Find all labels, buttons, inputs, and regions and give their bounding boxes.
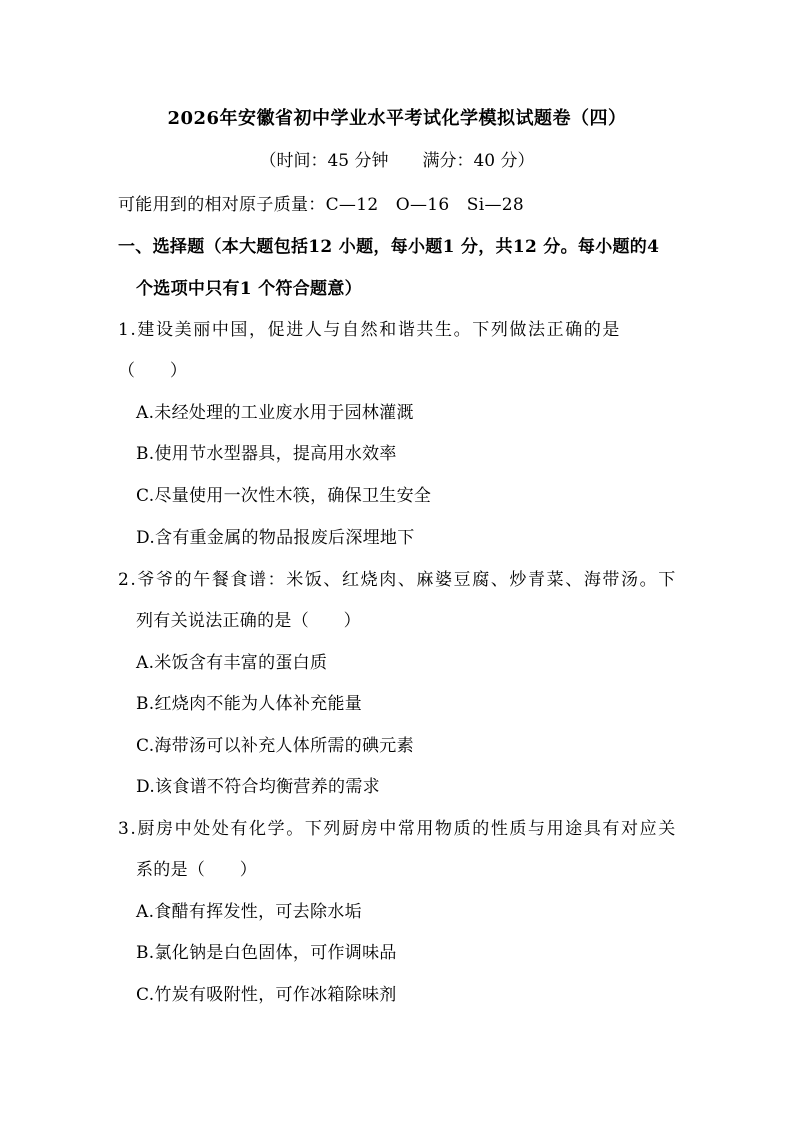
question-1-option-b: B.使用节水型器具，提高用水效率: [136, 444, 397, 464]
question-3-option-a: A.食醋有挥发性，可去除水垢: [136, 902, 362, 922]
question-2-option-d: D.该食谱不符合均衡营养的需求: [136, 777, 380, 797]
question-3-stem-cont: 系的是（ ）: [136, 860, 258, 880]
question-2-option-b: B.红烧肉不能为人体补充能量: [136, 694, 363, 714]
question-2-stem-cont: 列有关说法正确的是（ ）: [136, 611, 361, 631]
question-3-stem: 3.厨房中处处有化学。下列厨房中常用物质的性质与用途具有对应关: [118, 819, 677, 839]
exam-subtitle: （时间：45 分钟 满分：40 分）: [259, 151, 535, 171]
question-2-option-c: C.海带汤可以补充人体所需的碘元素: [136, 736, 414, 756]
exam-title: 2026年安徽省初中学业水平考试化学模拟试题卷（四）: [167, 108, 627, 129]
question-1-option-a: A.未经处理的工业废水用于园林灌溉: [136, 403, 414, 423]
question-2-option-a: A.米饭含有丰富的蛋白质: [136, 653, 328, 673]
section-heading-cont: 个选项中只有1 个符合题意）: [136, 279, 362, 299]
section-heading: 一、选择题（本大题包括12 小题，每小题1 分，共12 分。每小题的4: [118, 237, 660, 257]
question-1-stem: 1.建设美丽中国，促进人与自然和谐共生。下列做法正确的是: [118, 320, 622, 340]
atomic-mass-note: 可能用到的相对原子质量：C—12 O—16 Si—28: [118, 195, 525, 215]
question-1-answer-blank: （ ）: [118, 361, 188, 381]
question-2-stem: 2.爷爷的午餐食谱：米饭、红烧肉、麻婆豆腐、炒青菜、海带汤。下: [118, 570, 677, 590]
question-1-option-c: C.尽量使用一次性木筷，确保卫生安全: [136, 486, 432, 506]
question-3-option-c: C.竹炭有吸附性，可作冰箱除味剂: [136, 985, 397, 1005]
question-3-option-b: B.氯化钠是白色固体，可作调味品: [136, 943, 397, 963]
question-1-option-d: D.含有重金属的物品报废后深埋地下: [136, 528, 415, 548]
